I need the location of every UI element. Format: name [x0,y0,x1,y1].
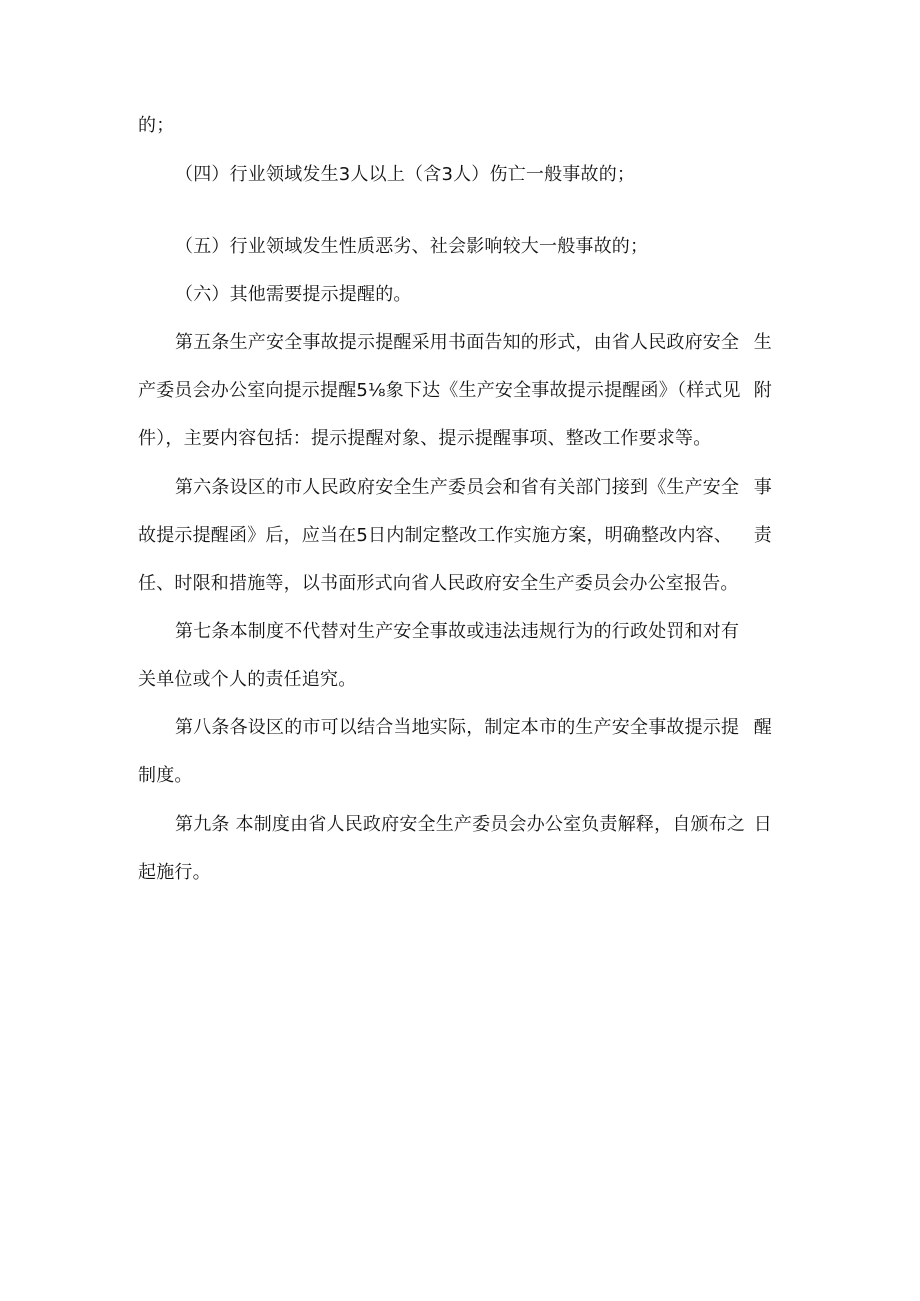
text-segment: 生 [753,332,772,353]
article-eight-line-1 [175,716,772,740]
item-five [175,235,648,259]
text-line: （四）行业领域发生3人以上（含3人）伤亡一般事故的； [175,164,636,185]
text-segment: 第五条生产安全事故提示提醒采用书面告知的形式，由省人民政府安全 [175,332,740,353]
article-eight-line-2 [138,764,193,788]
article-six-line-1 [175,476,772,500]
article-six-line-2 [138,524,772,548]
text-segment: 故提示提醒函》后，应当在5日内制定整改工作实施方案，明确整改内容、 [138,525,733,546]
text-segment: 产委员会办公室向提示提醒5⅛象下达《生产安全事故提示提醒函》（样式见 [138,380,741,401]
text-line: 关单位或个人的责任追究。 [138,669,357,690]
text-line: 的； [138,115,175,136]
text-line: 起施行。 [138,862,211,883]
text-line: （五）行业领域发生性质恶劣、社会影响较大一般事故的； [175,236,649,257]
article-seven-line-2 [138,668,356,692]
item-four [175,163,635,187]
text-line: （六）其他需要提示提醒的。 [175,284,412,305]
text-line: 任、时限和措施等，以书面形式向省人民政府安全生产委员会办公室报告。 [138,573,739,594]
article-six-line-3 [138,572,739,596]
article-five-line-2 [138,379,772,403]
text-segment: 第九条 本制度由省人民政府安全生产委员会办公室负责解释，自颁布之 [175,814,746,835]
paragraph-continuation [138,114,174,138]
text-segment: 附 [753,380,772,401]
text-segment: 第八条各设区的市可以结合当地实际，制定本市的生产安全事故提示提 [175,717,740,738]
article-five-line-1 [175,331,772,355]
text-segment: 事 [753,477,772,498]
text-line: 制度。 [138,765,193,786]
article-five-line-3 [138,427,711,451]
text-line: 第七条本制度不代替对生产安全事故或违法违规行为的行政处罚和对有 [175,621,740,642]
text-segment: 醒 [753,717,772,738]
article-nine-line-1 [175,813,772,837]
text-segment: 日 [753,814,772,835]
text-line: 件），主要内容包括：提示提醒对象、提示提醒事项、整改工作要求等。 [138,428,712,449]
article-nine-line-2 [138,861,211,885]
text-segment: 第六条设区的市人民政府安全生产委员会和省有关部门接到《生产安全 [175,477,740,498]
article-seven-line-1 [175,620,739,644]
item-six [175,283,412,307]
text-segment: 责 [753,525,772,546]
